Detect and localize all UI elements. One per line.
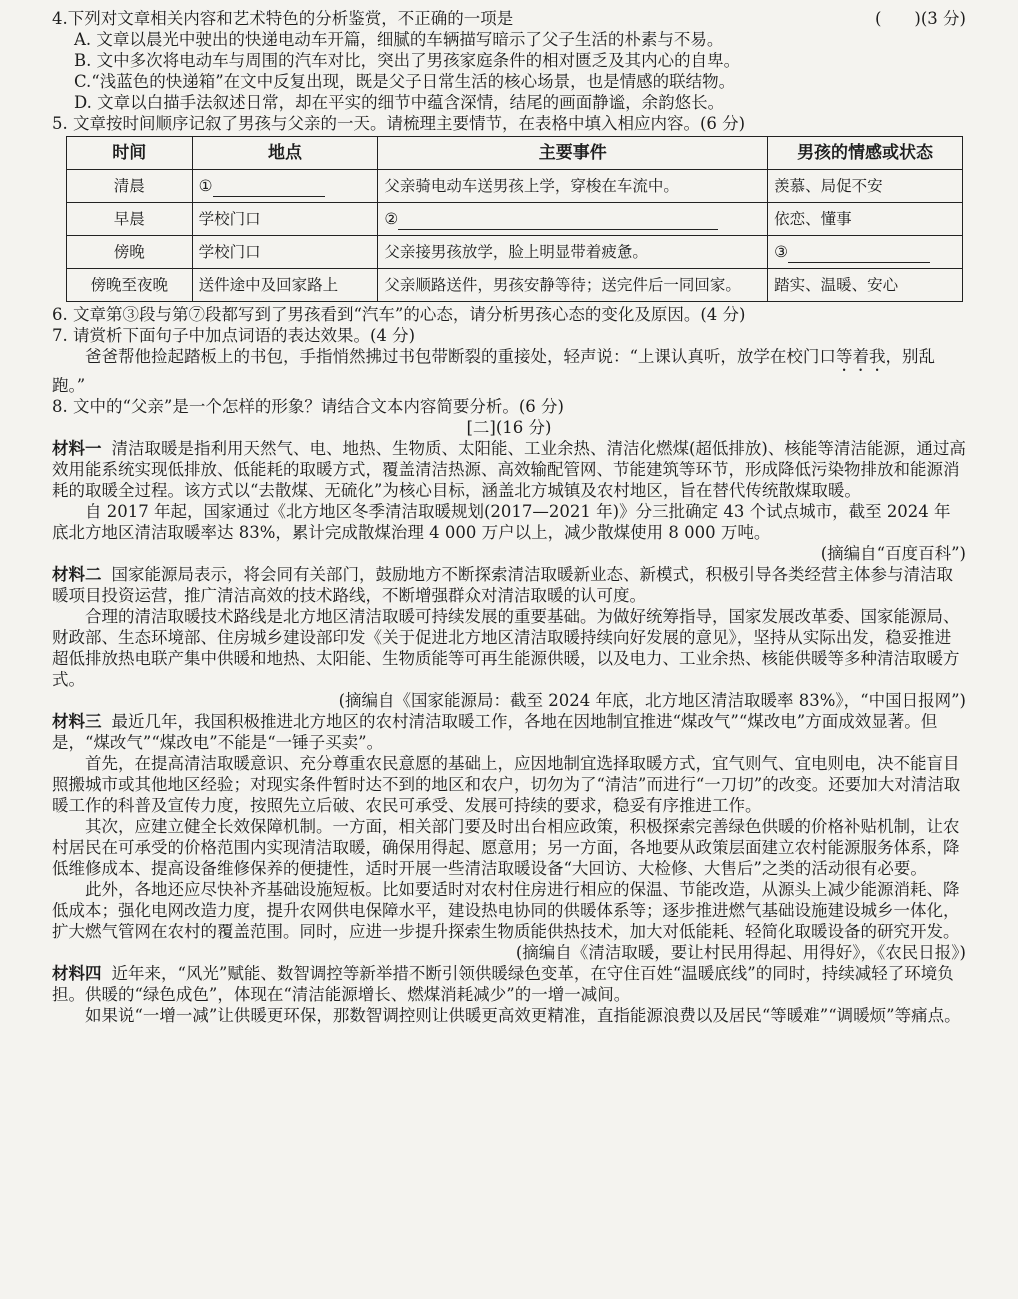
material-label: 材料二 (52, 565, 102, 584)
cell-state-blank[interactable] (768, 236, 963, 269)
blank-marker: ③ (774, 242, 789, 261)
quote-part-b: ，别乱跑。” (52, 347, 935, 395)
cell-event: 父亲接男孩放学，脸上明显带着疲惫。 (378, 236, 768, 269)
table-row (67, 269, 963, 302)
material-3-para-2: 首先，在提高清洁取暖意识、充分尊重农民意愿的基础上，应因地制宜选择取暖方式，宜气则气、宜电则电，决不能盲目照搬城市或其他地区经验；对现实条件暂时达不到的地区和农户，切勿为了“清洁”而进行“一刀切”的改变。还要加大对清洁取暖工作的科普及宣传力度，按照先立后破、农民可承受、发展可持续的要求，稳妥有序推进工作。 (52, 754, 961, 815)
material-1-para-2: 自 2017 年起，国家通过《北方地区冬季清洁取暖规划(2017—2021 年)》分三批确定 43 个试点城市，截至 2024 年底北方地区清洁取暖率达 83%，累计完成散煤治理 4 000 万户以上，减少散煤使用 8 000 万吨。 (52, 502, 951, 542)
cell-event-blank[interactable] (378, 203, 768, 236)
answer-blank[interactable] (398, 213, 718, 230)
quote-part-a: 爸爸帮他捡起踏板上的书包，手指悄然拂过书包带断裂的重接处，轻声说：“上课认真听，放学在校门口 (85, 347, 836, 366)
cell-event: 父亲顺路送件，男孩安静等待；送完件后一同回家。 (378, 269, 768, 302)
answer-slot: ( )(3 分) (875, 9, 966, 28)
material-3-para-3: 其次，应建立健全长效保障机制。一方面，相关部门要及时出台相应政策，积极探索完善绿色供暖的价格补贴机制，让农村居民在可承受的价格范围内实现清洁取暖，确保用得起、愿意用；另一方面，各地要从政策层面建立农村能源服务体系，降低维修成本、提高设备维修保养的便捷性，适时开展一些清洁取暖设备“大回访、大检修、大售后”之类的活动很有必要。 (52, 817, 960, 878)
material-3-para-1 (52, 711, 966, 753)
answer-blank[interactable] (213, 180, 325, 197)
cell-place: 送件途中及回家路上 (192, 269, 378, 302)
paragraph-text: 国家能源局表示，将会同有关部门，鼓励地方不断探索清洁取暖新业态、新模式，积极引导各类经营主体参与清洁取暖项目投资运营，推广清洁高效的技术路线，不断增强群众对清洁取暖的认可度。 (52, 565, 953, 605)
question-7-stem: 7. 请赏析下面句子中加点词语的表达效果。(4 分) (52, 326, 416, 345)
option-b: B. 文中多次将电动车与周围的汽车对比，突出了男孩家庭条件的相对匮乏及其内心的自卑。 (74, 51, 741, 70)
cell-place: 学校门口 (192, 236, 378, 269)
plot-table (66, 136, 963, 302)
question-4-text: 4.下列对文章相关内容和艺术特色的分析鉴赏，不正确的一项是 (52, 9, 514, 28)
material-2-para-1 (52, 564, 966, 606)
cell-place-blank[interactable] (192, 170, 378, 203)
table-header-row (67, 137, 963, 170)
cell-state: 羡慕、局促不安 (768, 170, 963, 203)
cell-place: 学校门口 (192, 203, 378, 236)
header-time: 时间 (67, 137, 193, 170)
paragraph-text: 最近几年，我国积极推进北方地区的农村清洁取暖工作，各地在因地制宜推进“煤改气”“煤改电”方面成效显著。但是，“煤改气”“煤改电”不能是“一锤子买卖”。 (52, 712, 938, 752)
cell-time: 清晨 (67, 170, 193, 203)
paragraph-text: 近年来，“风光”赋能、数智调控等新举措不断引领供暖绿色变革，在守住百姓“温暖底线”的同时，持续减轻了环境负担。供暖的“绿色成色”，体现在“清洁能源增长、燃煤消耗减少”的一增一减间。 (52, 964, 954, 1004)
material-2-para-2: 合理的清洁取暖技术路线是北方地区清洁取暖可持续发展的重要基础。为做好统筹指导，国家发展改革委、国家能源局、财政部、生态环境部、住房城乡建设部印发《关于促进北方地区清洁取暖持续向好发展的意见》，坚持从实际出发，稳妥推进超低排放热电联产集中供暖和地热、太阳能、生物质能等可再生能源供暖，以及电力、工业余热、核能供暖等多种清洁取暖方式。 (52, 607, 960, 689)
answer-blank[interactable] (788, 246, 930, 263)
cell-event: 父亲骑电动车送男孩上学，穿梭在车流中。 (378, 170, 768, 203)
cell-time: 傍晚至夜晚 (67, 269, 193, 302)
header-event: 主要事件 (378, 137, 768, 170)
material-label: 材料三 (52, 712, 102, 731)
table-row (67, 170, 963, 203)
header-place: 地点 (192, 137, 378, 170)
option-c: C.“浅蓝色的快递箱”在文中反复出现，既是父子日常生活的核心场景，也是情感的联结物。 (74, 72, 736, 91)
cell-state: 依恋、懂事 (768, 203, 963, 236)
blank-marker: ① (198, 176, 213, 195)
dotted-words: 等着我 (835, 347, 886, 366)
question-5-stem: 5. 文章按时间顺序记叙了男孩与父亲的一天。请梳理主要情节，在表格中填入相应内容。(6 分) (52, 114, 746, 133)
question-8: 8. 文中的“父亲”是一个怎样的形象？请结合文本内容简要分析。(6 分) (52, 397, 564, 416)
material-3-para-4: 此外，各地还应尽快补齐基础设施短板。比如要适时对农村住房进行相应的保温、节能改造，从源头上减少能源消耗、降低成本；强化电网改造力度，提升农网供电保障水平，建设热电协同的供暖体系等；逐步推进燃气基础设施建设城乡一体化，扩大燃气管网在农村的覆盖范围。同时，应进一步提升探索生物质能供热技术，加大对低能耗、轻简化取暖设备的研究开发。 (52, 880, 960, 941)
option-d: D. 文章以白描手法叙述日常，却在平实的细节中蕴含深情，结尾的画面静谧，余韵悠长。 (74, 93, 725, 112)
material-3-source: (摘编自《清洁取暖，要让村民用得起、用得好》，《农民日报》) (515, 943, 966, 962)
material-4-para-1 (52, 963, 966, 1005)
paragraph-text: 清洁取暖是指利用天然气、电、地热、生物质、太阳能、工业余热、清洁化燃煤(超低排放)、核能等清洁能源，通过高效用能系统实现低排放、低能耗的取暖方式，覆盖清洁热源、高效输配管网、节能建筑等环节，形成降低污染物排放和能源消耗的取暖全过程。该方式以“去散煤、无硫化”为核心目标，涵盖北方城镇及农村地区，旨在替代传统散煤取暖。 (52, 439, 966, 500)
material-2-source: (摘编自《国家能源局：截至 2024 年底，北方地区清洁取暖率 83%》，“中国日报网”) (338, 691, 966, 710)
section-2-title: [二](16 分) (466, 418, 552, 437)
material-label: 材料四 (52, 964, 102, 983)
quoted-sentence (52, 346, 966, 396)
question-6: 6. 文章第③段与第⑦段都写到了男孩看到“汽车”的心态，请分析男孩心态的变化及原因。(4 分) (52, 305, 746, 324)
material-4-para-2: 如果说“一增一减”让供暖更环保，那数智调控则让供暖更高效更精准，直指能源浪费以及居民“等暖难”“调暖烦”等痛点。 (85, 1006, 961, 1025)
table-row (67, 203, 963, 236)
table-row (67, 236, 963, 269)
material-1-source: (摘编自“百度百科”) (820, 544, 966, 563)
header-state: 男孩的情感或状态 (768, 137, 963, 170)
cell-time: 早晨 (67, 203, 193, 236)
question-4-stem (52, 8, 966, 29)
option-a: A. 文章以晨光中驶出的快递电动车开篇，细腻的车辆描写暗示了父子生活的朴素与不易。 (74, 30, 724, 49)
cell-time: 傍晚 (67, 236, 193, 269)
cell-state: 踏实、温暖、安心 (768, 269, 963, 302)
material-1-para-1 (52, 438, 966, 501)
material-label: 材料一 (52, 439, 102, 458)
blank-marker: ② (384, 209, 399, 228)
